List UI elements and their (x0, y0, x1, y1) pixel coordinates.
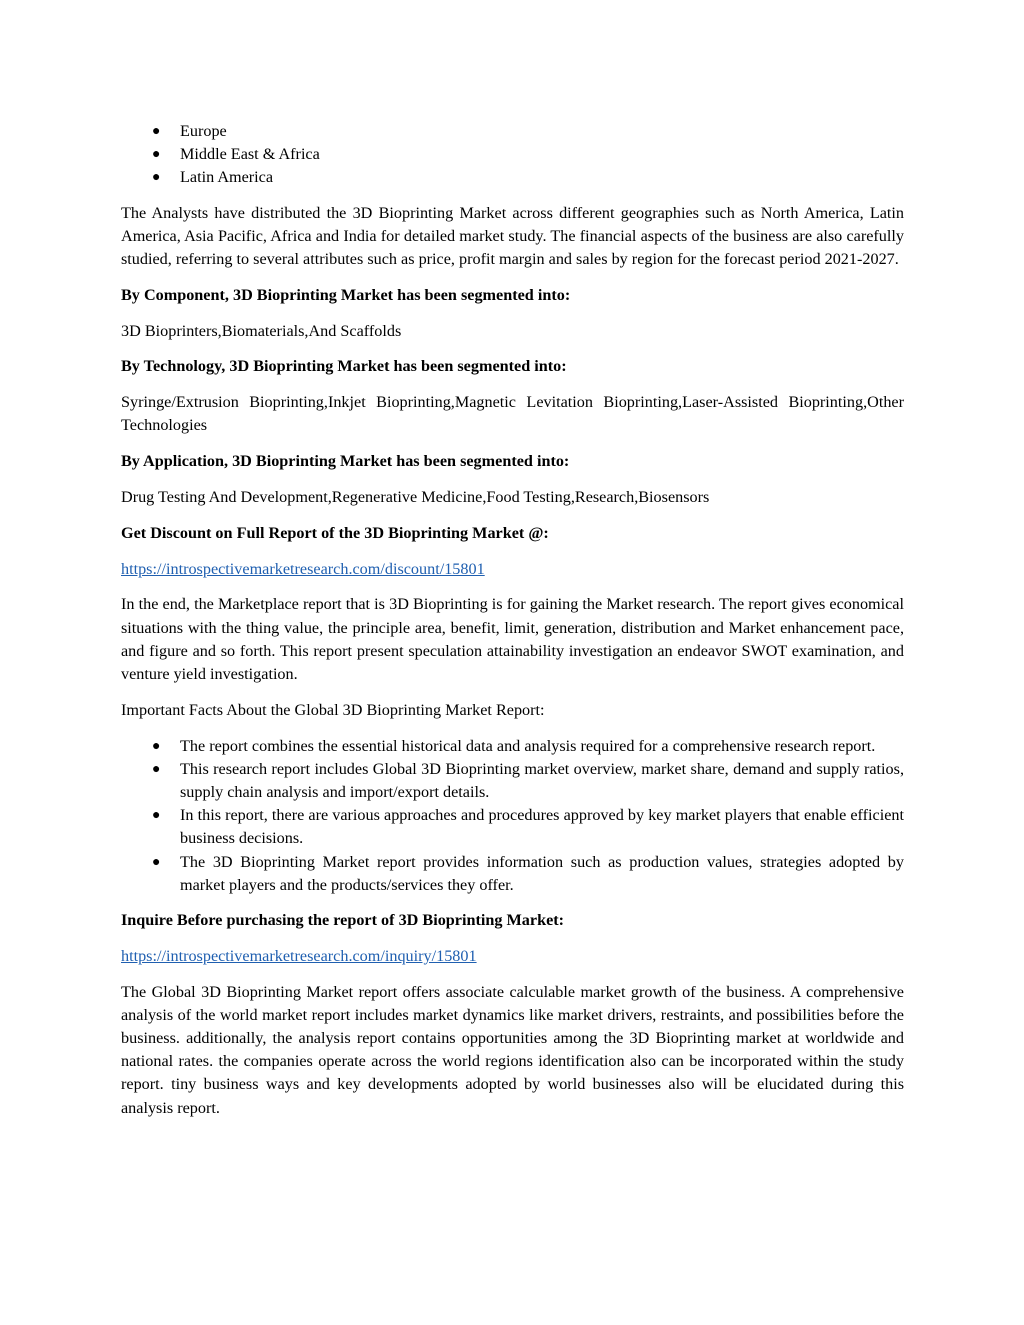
document-page (121, 120, 904, 1132)
technology-segments: Syringe/Extrusion Bioprinting,Inkjet Bioprinting,Magnetic Levitation Bioprinting,Laser-Assisted Bioprinting,Other Technologies (121, 393, 904, 435)
region-latin-america: Latin America (180, 168, 274, 187)
fact-item: This research report includes Global 3D Bioprinting market overview, market share, demand and supply ratios, supply chain analysis and import/export details. (180, 759, 904, 801)
component-heading: By Component, 3D Bioprinting Market has been segmented into: (121, 285, 571, 304)
bullet-icon: ● (152, 147, 161, 163)
technology-heading: By Technology, 3D Bioprinting Market has been segmented into: (121, 357, 567, 376)
list-item (121, 851, 904, 897)
list-item (121, 166, 904, 189)
list-item (121, 804, 904, 850)
fact-item: The report combines the essential historical data and analysis required for a comprehensive research report. (180, 736, 876, 755)
bullet-icon: ● (152, 761, 161, 777)
application-heading: By Application, 3D Bioprinting Market has been segmented into: (121, 452, 570, 471)
region-europe: Europe (180, 122, 227, 140)
list-item (121, 735, 904, 758)
discount-link-paragraph (121, 558, 904, 581)
intro-paragraph: The Analysts have distributed the 3D Bioprinting Market across different geographies such as North America, Latin America, Asia Pacific, Africa and India for detailed market study. The financial aspects of the business are also carefully studied, referring to several attributes such as price, profit margin and sales by region for the forecast period 2021-2027. (121, 203, 904, 269)
discount-heading: Get Discount on Full Report of the 3D Bioprinting Market @: (121, 523, 549, 542)
conclusion-paragraph: In the end, the Marketplace report that is 3D Bioprinting is for gaining the Market research. The report gives economical situations with the thing value, the principle area, benefit, limit, generation, distribution and Market enhancement pace, and figure and so forth. This report present speculation attainability investigation an endeavor SWOT examination, and venture yield investigation. (121, 595, 904, 683)
facts-heading: Important Facts About the Global 3D Bioprinting Market Report: (121, 700, 545, 719)
bullet-icon: ● (152, 124, 161, 139)
bullet-icon: ● (152, 170, 161, 186)
inquiry-link[interactable]: https://introspectivemarketresearch.com/inquiry/15801 (121, 946, 477, 965)
list-item (121, 120, 904, 143)
bullet-icon: ● (152, 738, 161, 754)
fact-item: The 3D Bioprinting Market report provides information such as production values, strategies adopted by market players and the products/services they offer. (180, 852, 904, 894)
facts-list (121, 735, 904, 897)
fact-item: In this report, there are various approaches and procedures approved by key market players that enable efficient business decisions. (180, 806, 904, 848)
inquire-heading: Inquire Before purchasing the report of 3D Bioprinting Market: (121, 911, 565, 930)
closing-paragraph: The Global 3D Bioprinting Market report offers associate calculable market growth of the business. A comprehensive analysis of the world market report includes market dynamics like market drivers, restraints, and possibilities before the business. additionally, the analysis report contains opportunities among the 3D Bioprinting market at worldwide and national rates. the companies operate across the world regions identification also can be incorporated within the study report. tiny business ways and key developments adopted by world businesses also will be elucidated during this analysis report. (121, 982, 904, 1117)
inquire-link-paragraph (121, 945, 904, 968)
list-item (121, 758, 904, 804)
discount-link[interactable]: https://introspectivemarketresearch.com/discount/15801 (121, 559, 485, 578)
bullet-icon: ● (152, 808, 161, 824)
regions-list (121, 120, 904, 190)
bullet-icon: ● (152, 854, 161, 870)
region-middle-east-africa: Middle East & Africa (180, 145, 320, 164)
component-segments: 3D Bioprinters,Biomaterials,And Scaffolds (121, 321, 402, 340)
list-item (121, 143, 904, 166)
application-segments: Drug Testing And Development,Regenerative Medicine,Food Testing,Research,Biosensors (121, 488, 710, 506)
